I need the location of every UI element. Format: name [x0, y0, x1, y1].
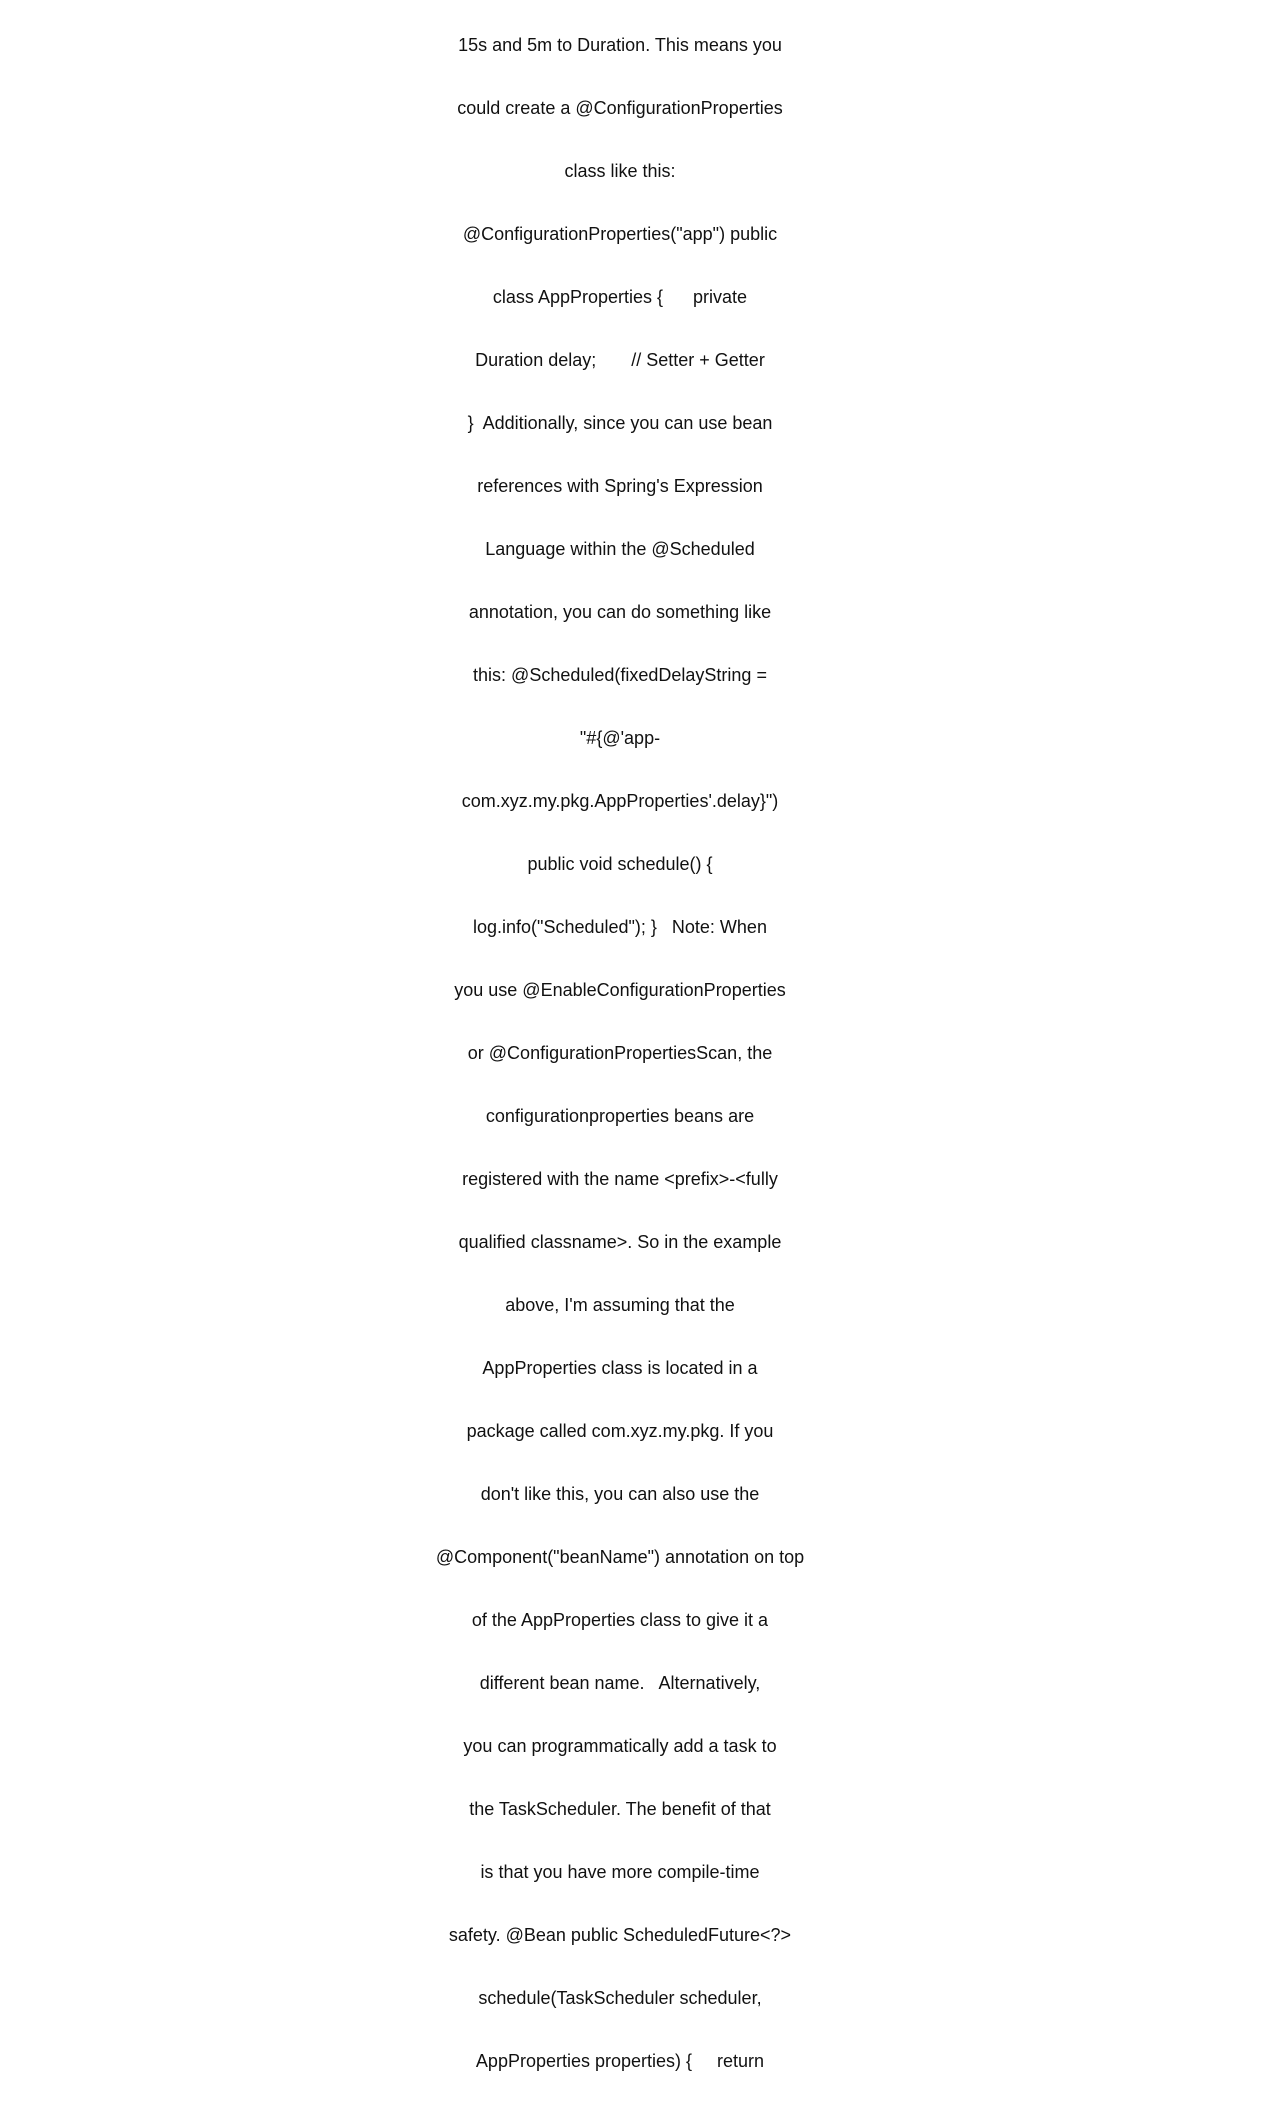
text-line: class AppProperties { private [492, 287, 748, 307]
text-line: the TaskScheduler. The benefit of that [469, 1799, 771, 1819]
text-line: @ConfigurationProperties("app") public [462, 224, 778, 244]
text-line: AppProperties properties) { return [475, 2051, 765, 2071]
text-line: schedule(TaskScheduler scheduler, [478, 1988, 762, 2008]
text-line: qualified classname>. So in the example [458, 1232, 782, 1252]
text-line: this: @Scheduled(fixedDelayString = [473, 665, 767, 685]
text-line: AppProperties class is located in a [482, 1358, 758, 1378]
text-line: above, I'm assuming that the [505, 1295, 735, 1315]
text-line: references with Spring's Expression [477, 476, 763, 496]
text-line: don't like this, you can also use the [480, 1484, 760, 1504]
text-line: "#{@'app- [579, 728, 661, 748]
text-line: log.info("Scheduled"); } Note: When [473, 917, 767, 937]
text-line: configurationproperties beans are [485, 1106, 755, 1126]
text-line: is that you have more compile-time [480, 1862, 760, 1882]
text-line: different bean name. Alternatively, [479, 1673, 761, 1693]
text-line: of the AppProperties class to give it a [471, 1610, 769, 1630]
text-line: you can programmatically add a task to [463, 1736, 777, 1756]
text-line: } Additionally, since you can use bean [467, 413, 773, 433]
text-line: safety. @Bean public ScheduledFuture<?> [448, 1925, 792, 1945]
text-line: or @ConfigurationPropertiesScan, the [467, 1043, 773, 1063]
text-line: com.xyz.my.pkg.AppProperties'.delay}") [461, 791, 779, 811]
text-line: you use @EnableConfigurationProperties [454, 980, 786, 1000]
text-line: Duration delay; // Setter + Getter [475, 350, 765, 370]
text-line: annotation, you can do something like [468, 602, 772, 622]
text-line: class like this: [564, 161, 676, 181]
text-line: registered with the name <prefix>-<fully [462, 1169, 778, 1189]
text-line: package called com.xyz.my.pkg. If you [466, 1421, 774, 1441]
text-line: Language within the @Scheduled [485, 539, 755, 559]
text-line: could create a @ConfigurationProperties [457, 98, 783, 118]
text-line: 15s and 5m to Duration. This means you [458, 35, 782, 55]
text-line: public void schedule() { [527, 854, 713, 874]
text-line: @Component("beanName") annotation on top [435, 1547, 805, 1567]
